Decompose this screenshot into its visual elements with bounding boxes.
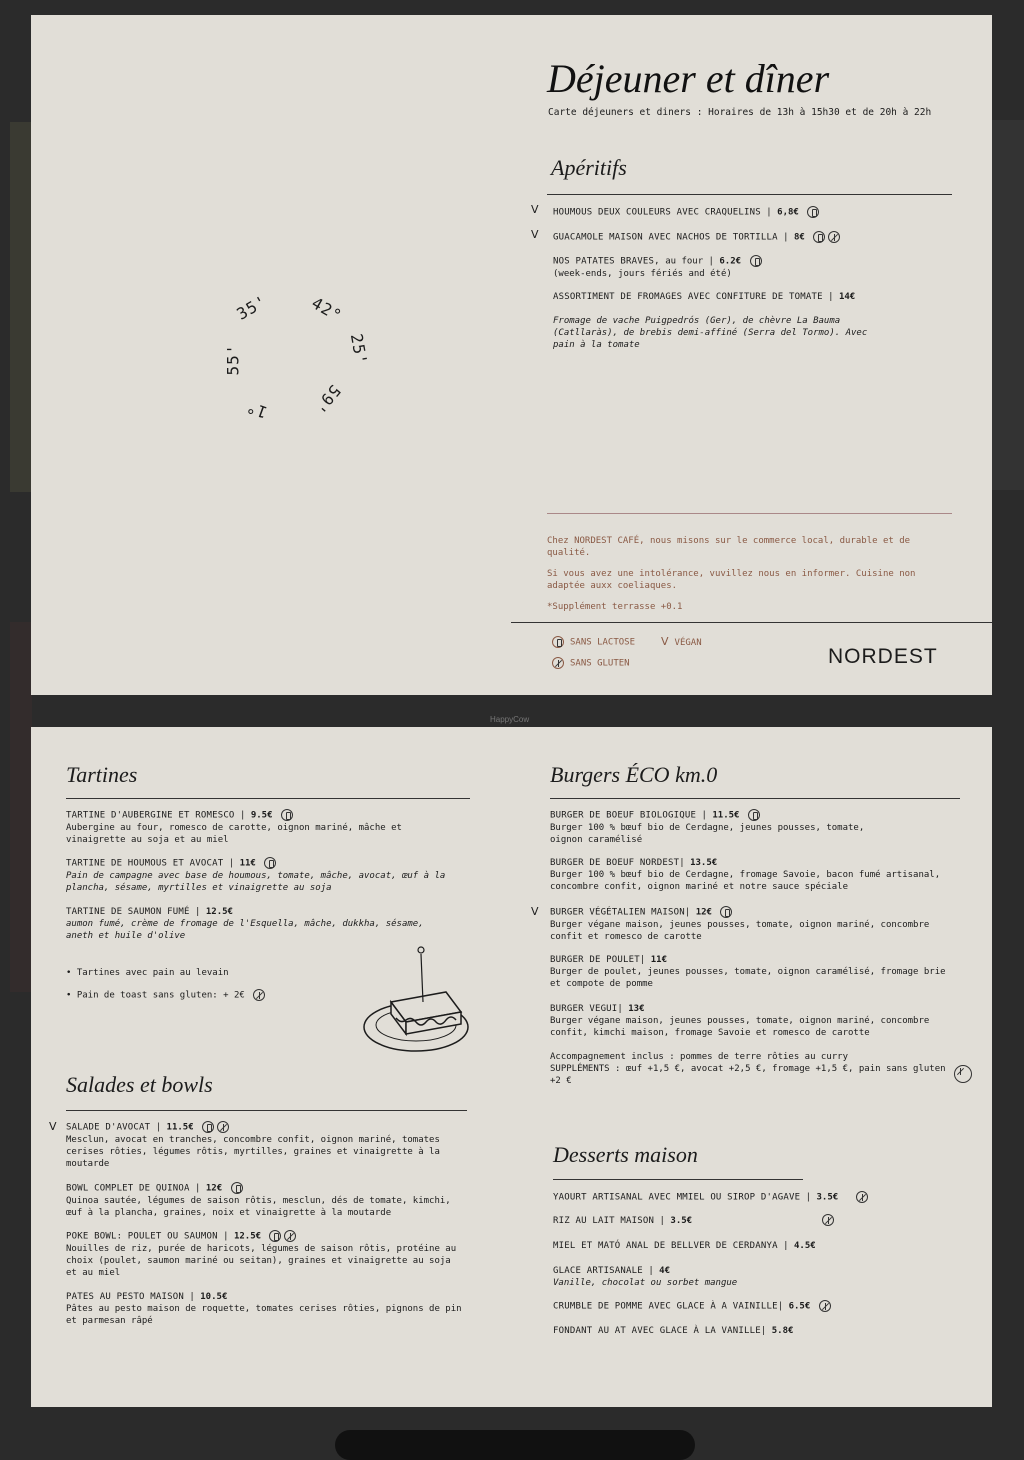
menu-item: SALADE D'AVOCAT | 11.5€ Mesclun, avocat en tranches, concombre confit, oignon mariné, tomates cerises rôties, légumes rôtis, myrtilles, graines et vinaigrette à la moutarde xyxy=(66,1122,440,1169)
lactose-free-icon xyxy=(748,809,760,821)
vegan-icon: ᐯ xyxy=(531,203,539,216)
lactose-free-icon xyxy=(264,857,276,869)
menu-item: BURGER VEGUI| 13€ Burger végane maison, jeunes pousses, tomate, oignon mariné, concombre confit, kimchi maison, fromage Savoie et romesco de carotte xyxy=(550,1004,930,1038)
divider xyxy=(553,1179,803,1180)
lactose-free-icon xyxy=(720,906,732,918)
menu-item: BURGER VÉGÉTALIEN MAISON| 12€ Burger végane maison, jeunes pousses, tomate, oignon mariné, concombre confit et romesco de carotte xyxy=(550,907,930,942)
watermark: HappyCow xyxy=(490,715,530,724)
lactose-free-icon xyxy=(202,1121,214,1133)
menu-item: PATES AU PESTO MAISON | 10.5€ Pâtes au pesto maison de roquette, tomates cerises rôties, pignons de pin et parmesan râpé xyxy=(66,1292,462,1326)
note-local: Chez NORDEST CAFÉ, nous misons sur le commerce local, durable et de qualité. xyxy=(547,536,911,558)
gluten-free-icon xyxy=(217,1121,229,1133)
section-heading-burgers: Burgers ÉCO km.0 xyxy=(550,762,718,787)
sandwich-illustration xyxy=(361,942,476,1057)
gluten-free-icon xyxy=(822,1214,834,1226)
lactose-free-icon xyxy=(269,1230,281,1242)
vegan-icon: ᐯ xyxy=(531,228,539,241)
note-intolerance: Si vous avez une intolérance, vuvillez nous en informer. Cuisine non adaptée auxx coeliaques. xyxy=(547,569,916,591)
divider xyxy=(550,798,960,799)
divider xyxy=(66,1110,467,1111)
coordinate-text: 25' xyxy=(346,332,372,367)
menu-item: BURGER DE BOEUF NORDEST| 13.5€ Burger 100 % bœuf bio de Cerdagne, fromage Savoie, bacon fumé artisanal, concombre confit, oignon mariné et notre sauce spéciale xyxy=(550,858,941,892)
divider xyxy=(547,194,952,195)
vegan-icon: ᐯ xyxy=(531,905,539,918)
gluten-free-icon xyxy=(828,231,840,243)
menu-item: TARTINE DE SAUMON FUMÉ | 12.5€ aumon fumé, crème de fromage de l'Esquella, mâche, dukkha, sésame, aneth et huile d'olive xyxy=(66,907,424,941)
divider xyxy=(66,798,470,799)
lactose-free-icon xyxy=(281,809,293,821)
vegan-icon: ᐯ xyxy=(49,1120,57,1133)
menu-item: MIEL ET MATÓ ANAL DE BELLVER DE CERDANYA | 4.5€ xyxy=(553,1241,816,1251)
coordinate-text: 55' xyxy=(223,343,243,376)
menu-item: BURGER DE POULET| 11€ Burger de poulet, jeunes pousses, tomate, oignon caramélisé, fromage brie et compote de pomme xyxy=(550,955,946,989)
burger-accompaniment: Accompagnement inclus : pommes de terre rôties au curry xyxy=(550,1052,849,1062)
menu-item: BURGER DE BOEUF BIOLOGIQUE | 11.5€ Burger 100 % bœuf bio de Cerdagne, jeunes pousses, tomate, oignon caramélisé xyxy=(550,810,865,845)
coordinate-text: 59' xyxy=(309,381,345,418)
menu-item: YAOURT ARTISANAL AVEC MMIEL OU SIROP D'AGAVE | 3.5€ xyxy=(553,1191,868,1204)
menu-item: TARTINE DE HOUMOUS ET AVOCAT | 11€ Pain de campagne avec base de houmous, tomate, mâche, avocat, œuf à la plancha, sésame, myrtilles et vinaigrette au soja xyxy=(66,858,446,893)
tartine-note: • Tartines avec pain au levain xyxy=(66,968,229,978)
legend-lactose: SANS LACTOSE xyxy=(549,636,635,649)
menu-item: GUACAMOLE MAISON AVEC NACHOS DE TORTILLA | 8€ xyxy=(553,231,840,244)
burger-supplements: SUPPLÉMENTS : œuf +1,5 €, avocat +2,5 €, fromage +1,5 €, pain sans gluten +2 € xyxy=(550,1064,946,1086)
gluten-free-icon xyxy=(954,1065,972,1083)
menu-page-1 xyxy=(31,15,992,695)
menu-page-2 xyxy=(31,727,992,1407)
coordinate-text: 42° xyxy=(308,293,346,326)
section-heading-aperitifs: Apéritifs xyxy=(551,155,627,180)
section-heading-tartines: Tartines xyxy=(66,762,138,787)
lactose-free-icon xyxy=(231,1182,243,1194)
page-subtitle: Carte déjeuners et diners : Horaires de 13h à 15h30 et de 20h à 22h xyxy=(548,107,932,118)
menu-item: ASSORTIMENT DE FROMAGES AVEC CONFITURE DE TOMATE | 14€ Fromage de vache Puigpedrós (Ger), de chèvre La Bauma (Catllaràs), de brebis demi-affiné (Serra del Tormo). Avec pain à la tomate xyxy=(553,292,868,350)
background-panel xyxy=(992,120,1024,490)
tartine-note: • Pain de toast sans gluten: + 2€ xyxy=(66,989,265,1002)
background-shape xyxy=(335,1430,695,1460)
lactose-free-icon xyxy=(750,255,762,267)
menu-item: BOWL COMPLET DE QUINOA | 12€ Quinoa sautée, légumes de saison rôtis, mesclun, dés de tomate, kimchi, œuf à la plancha, graines, noix et vinaigrette à la moutarde xyxy=(66,1183,451,1218)
menu-item: RIZ AU LAIT MAISON | 3.5€ xyxy=(553,1215,843,1227)
gluten-free-icon xyxy=(284,1230,296,1242)
menu-item: GLACE ARTISANALE | 4€ Vanille, chocolat ou sorbet mangue xyxy=(553,1266,738,1288)
note-terrasse: *Supplément terrasse +0.1 xyxy=(547,602,683,612)
brand-logo: NORDEST xyxy=(828,645,938,668)
gluten-free-icon xyxy=(819,1300,831,1312)
lactose-free-icon xyxy=(807,206,819,218)
coordinate-text: 35' xyxy=(233,291,271,324)
background-panel xyxy=(10,122,32,492)
gluten-free-icon xyxy=(552,657,564,669)
background-panel xyxy=(10,622,32,992)
gluten-free-icon xyxy=(253,989,265,1001)
section-heading-desserts: Desserts maison xyxy=(553,1142,698,1167)
menu-item: TARTINE D'AUBERGINE ET ROMESCO | 9.5€ Aubergine au four, romesco de carotte, oignon mariné, mâche et vinaigrette au soja et au miel xyxy=(66,810,402,845)
menu-item: CRUMBLE DE POMME AVEC GLACE À A VAINILLE| 6.5€ xyxy=(553,1300,831,1313)
legend-vegan: ᐯ VÉGAN xyxy=(661,635,702,648)
lactose-free-icon xyxy=(552,636,564,648)
legend-gluten: SANS GLUTEN xyxy=(549,657,630,670)
section-heading-salades: Salades et bowls xyxy=(66,1072,213,1097)
menu-item: HOUMOUS DEUX COULEURS AVEC CRAQUELINS | 6,8€ xyxy=(553,206,819,219)
gluten-free-icon xyxy=(856,1191,868,1203)
lactose-free-icon xyxy=(813,231,825,243)
divider xyxy=(547,513,952,514)
divider xyxy=(511,622,992,623)
menu-item: NOS PATATES BRAVES, au four | 6.2€ (week-ends, jours fériés and été) xyxy=(553,255,762,280)
vegan-icon: ᐯ xyxy=(661,635,669,648)
coordinate-text: 1° xyxy=(243,396,270,423)
page-title: Déjeuner et dîner xyxy=(547,56,830,101)
menu-item: FONDANT AU AT AVEC GLACE À LA VANILLE| 5.8€ xyxy=(553,1326,794,1336)
menu-item: POKE BOWL: POULET OU SAUMON | 12.5€ Nouilles de riz, purée de haricots, légumes de saison rôtis, protéine au choix (poulet, saumon mariné ou seitan), graines et vinaigrette au soja et au miel xyxy=(66,1231,457,1278)
